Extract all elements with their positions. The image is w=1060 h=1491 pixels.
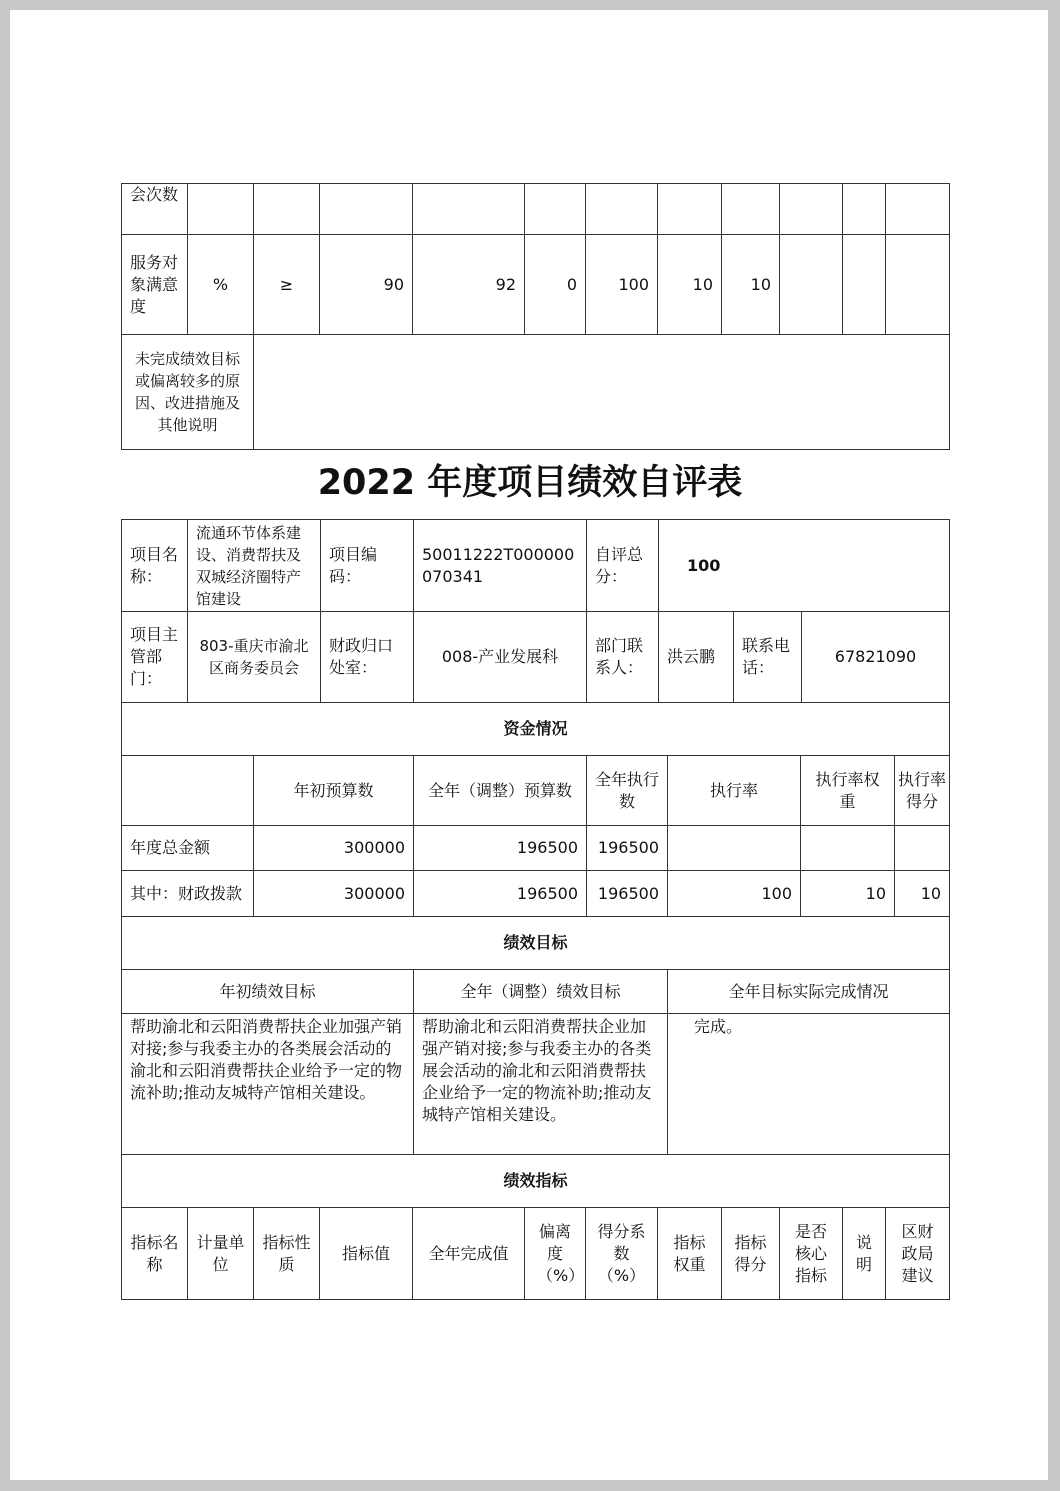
table-row bbox=[122, 917, 950, 970]
table-row bbox=[122, 703, 950, 756]
table-row bbox=[122, 756, 950, 826]
indicator-continuation-table bbox=[121, 183, 950, 450]
table-row bbox=[122, 520, 950, 612]
indicator-header: 偏离度（%） bbox=[525, 1208, 586, 1300]
funds-header: 执行率 bbox=[668, 756, 801, 826]
indicator-header: 是否核心指标 bbox=[780, 1208, 843, 1300]
goals-section-title: 绩效目标 bbox=[122, 917, 950, 970]
funds-header: 全年执行数 bbox=[587, 756, 668, 826]
funds-score bbox=[895, 826, 950, 871]
funds-executed: 196500 bbox=[587, 871, 668, 917]
indicator-header: 全年完成值 bbox=[413, 1208, 525, 1300]
funds-rate: 100 bbox=[668, 871, 801, 917]
finance-label: 财政归口处室： bbox=[321, 612, 414, 703]
self-score-value: 100 bbox=[659, 520, 950, 612]
table-row bbox=[122, 335, 950, 450]
goals-table bbox=[121, 916, 950, 1155]
funds-header: 全年（调整）预算数 bbox=[414, 756, 587, 826]
funds-score: 10 bbox=[895, 871, 950, 917]
funds-executed: 196500 bbox=[587, 826, 668, 871]
funds-table bbox=[121, 702, 950, 917]
indicators-section-title: 绩效指标 bbox=[122, 1155, 950, 1208]
funds-row-label: 其中：财政拨款 bbox=[122, 871, 254, 917]
indicator-target: 90 bbox=[320, 235, 413, 335]
dept-label: 项目主管部门： bbox=[122, 612, 188, 703]
project-info-table bbox=[121, 519, 950, 703]
project-code-value: 50011222T000000070341 bbox=[414, 520, 587, 612]
note-label: 未完成绩效目标或偏离较多的原因、改进措施及其他说明 bbox=[122, 335, 254, 450]
goals-header: 全年（调整）绩效目标 bbox=[414, 970, 668, 1014]
indicator-name: 服务对象满意度 bbox=[122, 235, 188, 335]
indicators-table bbox=[121, 1154, 950, 1300]
self-score-label: 自评总分： bbox=[587, 520, 659, 612]
indicator-deviation: 0 bbox=[525, 235, 586, 335]
funds-weight bbox=[801, 826, 895, 871]
indicator-actual: 92 bbox=[413, 235, 525, 335]
table-row bbox=[122, 612, 950, 703]
initial-goal-text: 帮助渝北和云阳消费帮扶企业加强产销对接;参与我委主办的各类展会活动的渝北和云阳消费帮扶企业给予一定的物流补助;推动友城特产馆相关建设。 bbox=[122, 1014, 414, 1155]
adjusted-goal-text: 帮助渝北和云阳消费帮扶企业加强产销对接;参与我委主办的各类展会活动的渝北和云阳消费帮扶企业给予一定的物流补助;推动友城特产馆相关建设。 bbox=[414, 1014, 668, 1155]
indicator-unit: % bbox=[188, 235, 254, 335]
project-name-label: 项目名称： bbox=[122, 520, 188, 612]
phone-value: 67821090 bbox=[802, 612, 950, 703]
table-row bbox=[122, 1155, 950, 1208]
indicator-header: 区财政局建议 bbox=[886, 1208, 950, 1300]
table-row bbox=[122, 184, 950, 235]
project-code-label: 项目编码： bbox=[321, 520, 414, 612]
contact-value: 洪云鹏 bbox=[659, 612, 734, 703]
dept-value: 803-重庆市渝北区商务委员会 bbox=[188, 612, 321, 703]
indicator-weight: 10 bbox=[658, 235, 722, 335]
table-row bbox=[122, 970, 950, 1014]
phone-label: 联系电话： bbox=[734, 612, 802, 703]
indicator-header: 指标性质 bbox=[254, 1208, 320, 1300]
indicator-nature: ≥ bbox=[254, 235, 320, 335]
funds-header: 执行率权重 bbox=[801, 756, 895, 826]
indicator-name-partial: 会次数 bbox=[122, 184, 188, 235]
table-row bbox=[122, 1014, 950, 1155]
page-title: 2022 年度项目绩效自评表 bbox=[317, 463, 743, 503]
indicator-score: 10 bbox=[722, 235, 780, 335]
funds-section-title: 资金情况 bbox=[122, 703, 950, 756]
indicator-header: 指标得分 bbox=[722, 1208, 780, 1300]
goals-header: 全年目标实际完成情况 bbox=[668, 970, 950, 1014]
funds-budget: 300000 bbox=[254, 871, 414, 917]
funds-adjusted: 196500 bbox=[414, 871, 587, 917]
funds-header: 执行率得分 bbox=[895, 756, 950, 826]
indicator-header: 指标值 bbox=[320, 1208, 413, 1300]
project-name-value: 流通环节体系建设、消费帮扶及双城经济圈特产馆建设 bbox=[188, 520, 321, 612]
contact-label: 部门联系人： bbox=[587, 612, 659, 703]
indicator-header: 指标权重 bbox=[658, 1208, 722, 1300]
funds-row-label: 年度总金额 bbox=[122, 826, 254, 871]
funds-weight: 10 bbox=[801, 871, 895, 917]
funds-rate bbox=[668, 826, 801, 871]
funds-adjusted: 196500 bbox=[414, 826, 587, 871]
note-value bbox=[254, 335, 950, 450]
table-row bbox=[122, 235, 950, 335]
actual-completion-text: 完成。 bbox=[668, 1014, 950, 1155]
table-row bbox=[122, 1208, 950, 1300]
funds-budget: 300000 bbox=[254, 826, 414, 871]
funds-header: 年初预算数 bbox=[254, 756, 414, 826]
indicator-header: 说明 bbox=[843, 1208, 886, 1300]
finance-value: 008-产业发展科 bbox=[414, 612, 587, 703]
indicator-header: 指标名称 bbox=[122, 1208, 188, 1300]
indicator-coefficient: 100 bbox=[586, 235, 658, 335]
goals-header: 年初绩效目标 bbox=[122, 970, 414, 1014]
indicator-header: 得分系数（%） bbox=[586, 1208, 658, 1300]
indicator-header: 计量单位 bbox=[188, 1208, 254, 1300]
table-row bbox=[122, 826, 950, 871]
table-row bbox=[122, 871, 950, 917]
